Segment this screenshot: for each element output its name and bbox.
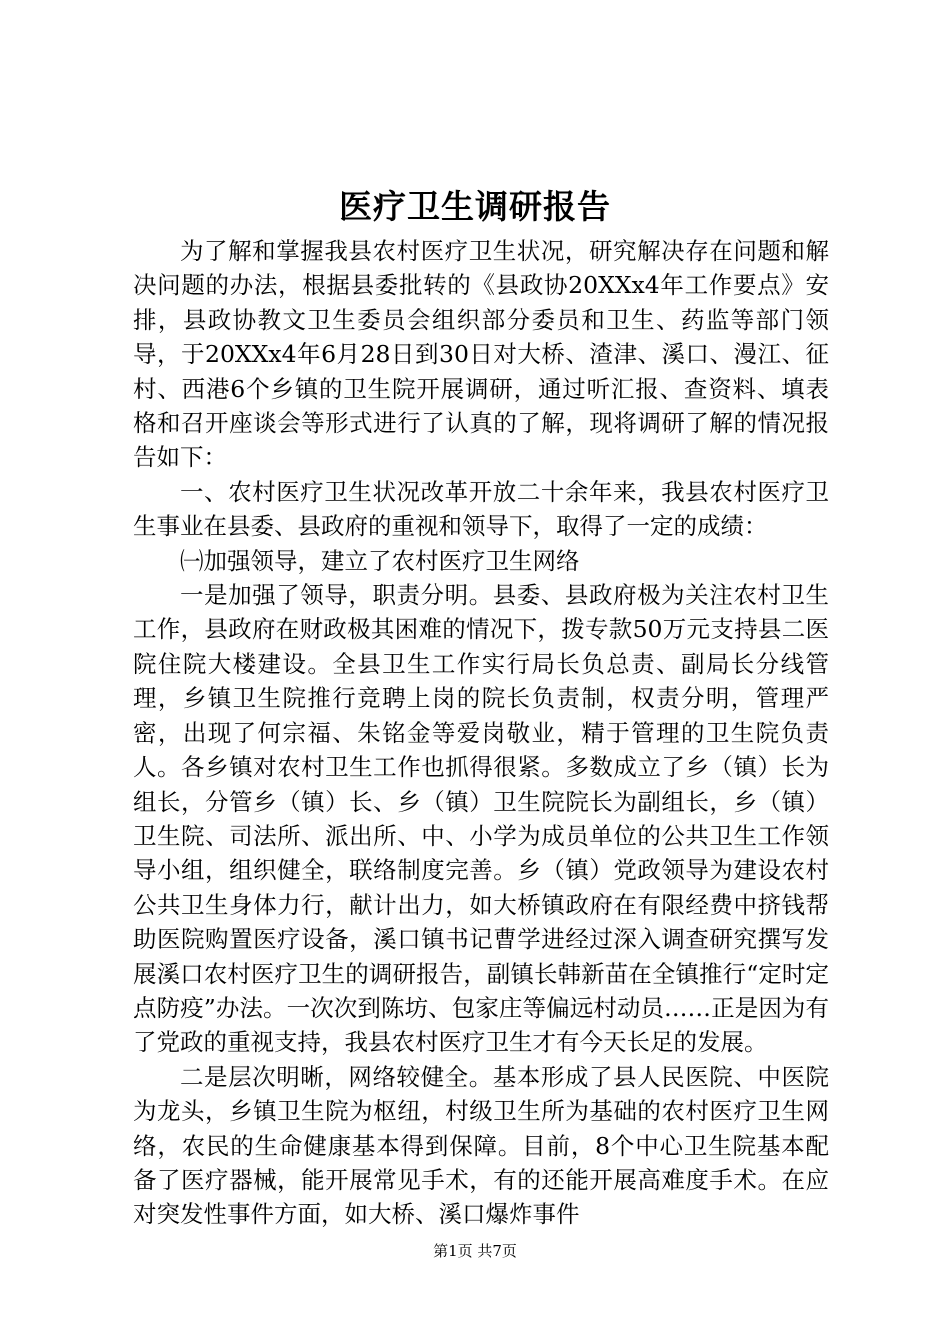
paragraph-intro: 为了解和掌握我县农村医疗卫生状况，研究解决存在问题和解决问题的办法，根据县委批转的《县政协20XXx4年工作要点》安排，县政协教文卫生委员会组织部分委员和卫生、药监等部门领导，于20XXx4年6月28日到30日对大桥、渣津、溪口、漫江、征村、西港6个乡镇的卫生院开展调研，通过听汇报、查资料、填表格和召开座谈会等形式进行了认真的了解，现将调研了解的情况报告如下： — [133, 237, 829, 472]
paragraph-leadership: 一是加强了领导，职责分明。县委、县政府极为关注农村卫生工作，县政府在财政极其困难的情况下，拨专款50万元支持县二医院住院大楼建设。全县卫生工作实行局长负总责、副局长分线管理，乡镇卫生院推行竞聘上岗的院长负责制，权责分明，管理严密，出现了何宗福、朱铭金等爱岗敬业，精于管理的卫生院负责人。各乡镇对农村卫生工作也抓得很紧。多数成立了乡（镇）长为组长，分管乡（镇）长、乡（镇）卫生院院长为副组长，乡（镇）卫生院、司法所、派出所、中、小学为成员单位的公共卫生工作领导小组，组织健全，联络制度完善。乡（镇）党政领导为建设农村公共卫生身体力行，献计出力，如大桥镇政府在有限经费中挤钱帮助医院购置医疗设备，溪口镇书记曹学进经过深入调查研究撰写发展溪口农村医疗卫生的调研报告，副镇长韩新苗在全镇推行“定时定点防疫”办法。一次次到陈坊、包家庄等偏远村动员……正是因为有了党政的重视支持，我县农村医疗卫生才有今天长足的发展。 — [133, 581, 829, 1057]
paragraph-subheading: ㈠加强领导，建立了农村医疗卫生网络 — [180, 546, 580, 575]
paragraph-network: 二是层次明晰，网络较健全。基本形成了县人民医院、中医院为龙头，乡镇卫生院为枢纽，村级卫生所为基础的农村医疗卫生网络，农民的生命健康基本得到保障。目前，8个中心卫生院基本配备了医疗器械，能开展常见手术，有的还能开展高难度手术。在应对突发性事件方面，如大桥、溪口爆炸事件 — [133, 1062, 829, 1229]
page-number-footer: 第1页 共7页 — [433, 1242, 517, 1260]
paragraph-section-one: 一、农村医疗卫生状况改革开放二十余年来，我县农村医疗卫生事业在县委、县政府的重视和领导下，取得了一定的成绩： — [133, 477, 829, 541]
document-body — [133, 234, 829, 1232]
document-title: 医疗卫生调研报告 — [339, 187, 611, 226]
